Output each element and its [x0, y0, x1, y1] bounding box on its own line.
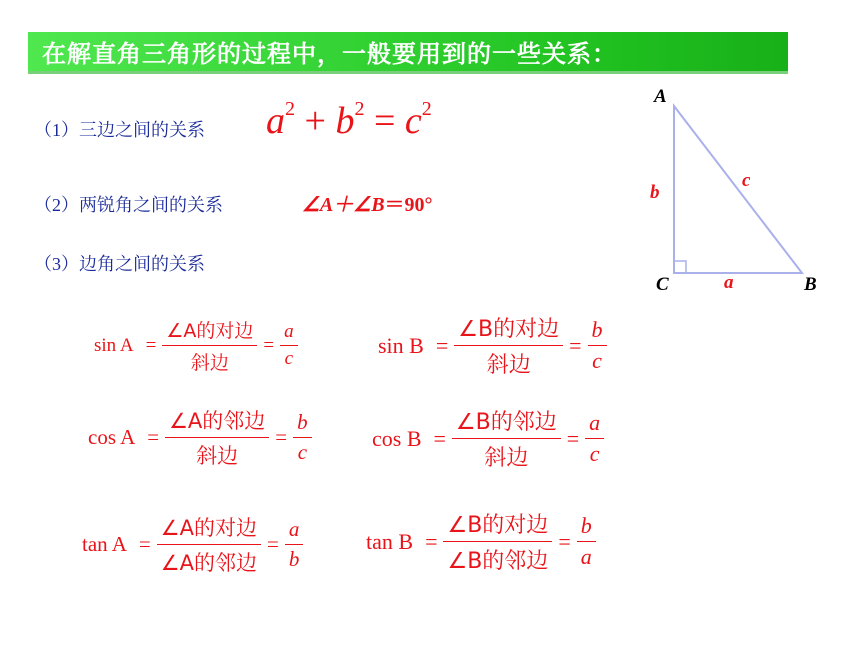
numerator: b — [591, 317, 603, 342]
numerator: ∠B的邻边 — [455, 410, 557, 435]
item-label: 三边之间的关系 — [79, 120, 205, 141]
plus-sign: + — [304, 100, 326, 142]
vertex-b-label: B — [804, 274, 817, 295]
fraction-words — [157, 512, 261, 577]
numerator: b — [297, 410, 308, 434]
var-a: a — [266, 100, 285, 142]
item-two-angles — [34, 191, 223, 217]
formula-lhs: cos B — [372, 425, 422, 451]
denominator: 斜边 — [196, 444, 239, 468]
equals-sign: = — [558, 528, 571, 554]
denominator: 斜边 — [484, 446, 529, 471]
denominator: ∠B的邻边 — [447, 549, 549, 574]
fraction-words — [165, 405, 269, 470]
denominator: c — [297, 440, 308, 464]
vertex-c-label: C — [656, 274, 669, 295]
equals-sign: = — [266, 532, 279, 556]
side-b-label: b — [650, 182, 660, 203]
item-side-angle — [34, 250, 205, 276]
fraction-words — [452, 405, 561, 472]
denominator: c — [592, 348, 602, 373]
fraction-words — [162, 316, 257, 375]
fraction-letters — [285, 517, 304, 572]
item-label: 边角之间的关系 — [79, 254, 205, 275]
item-number: （2） — [34, 195, 79, 215]
right-triangle-diagram — [640, 84, 840, 299]
side-a-label: a — [724, 272, 734, 293]
right-angle-mark — [674, 261, 686, 273]
equals-sign: = — [569, 332, 582, 358]
fraction-words — [443, 508, 552, 575]
numerator: b — [580, 513, 592, 538]
fraction-letters — [585, 410, 604, 467]
formula-tan-b: tan B = $\frac{\text{∠B的对边}}{\text{∠B的邻边}}$ = $\frac{b}{a}$ — [366, 508, 596, 575]
denominator: 斜边 — [190, 352, 229, 374]
formula-cos-a: cos A = $\frac{\text{∠A的邻边}}{\text{斜边}}$ = $\frac{b}{c}$ — [88, 405, 312, 470]
banner-title: 在解直角三角形的过程中，一般要用到的一些关系： — [42, 40, 617, 68]
triangle-figure — [640, 84, 840, 299]
equals-sign: = — [263, 334, 275, 356]
formula-sin-b: sin B = $\frac{\text{∠B的对边}}{\text{斜边}}$ = $\frac{b}{c}$ — [378, 312, 607, 379]
equals-sign: = — [373, 100, 396, 142]
triangle-shape — [674, 106, 802, 273]
denominator: c — [589, 441, 600, 466]
numerator: ∠A的对边 — [166, 320, 254, 342]
formula-lhs: tan A — [82, 532, 127, 556]
exponent: 2 — [285, 98, 295, 120]
equals-sign: = — [566, 425, 580, 451]
fraction-letters — [280, 321, 298, 370]
angle-sum-lhs: ∠A＋∠B — [302, 194, 385, 216]
denominator: b — [288, 547, 300, 571]
denominator: a — [580, 544, 592, 569]
vertex-a-label: A — [654, 86, 667, 107]
item-three-sides — [34, 116, 205, 142]
formula-tan-a: tan A = $\frac{\text{∠A的对边}}{\text{∠A的邻边}}$ = $\frac{a}{b}$ — [82, 512, 303, 577]
numerator: ∠B的对边 — [458, 317, 560, 342]
formula-lhs: tan B — [366, 528, 414, 554]
formula-cos-b: cos B = $\frac{\text{∠B的邻边}}{\text{斜边}}$ = $\frac{a}{c}$ — [372, 405, 604, 472]
pythagorean-formula — [266, 98, 432, 143]
numerator: ∠B的对边 — [447, 513, 549, 538]
var-b: b — [335, 100, 355, 142]
formula-lhs: cos A — [88, 425, 136, 449]
equals-sign: = — [275, 425, 288, 449]
item-number: （1） — [34, 120, 79, 140]
exponent: 2 — [354, 98, 365, 120]
numerator: ∠A的邻边 — [169, 409, 266, 433]
denominator: ∠A的邻边 — [160, 551, 257, 575]
var-c: c — [404, 100, 422, 142]
exponent: 2 — [421, 98, 432, 120]
title-banner — [28, 32, 788, 74]
numerator: a — [288, 517, 300, 541]
angle-sum-formula — [302, 188, 433, 217]
numerator: a — [284, 321, 294, 342]
numerator: a — [589, 410, 601, 435]
fraction-letters — [588, 317, 607, 374]
fraction-letters — [293, 410, 312, 465]
denominator: c — [284, 348, 294, 369]
angle-sum-rhs: ＝90° — [384, 194, 433, 216]
side-c-label: c — [742, 170, 751, 191]
formula-lhs: sin B — [378, 332, 424, 358]
numerator: ∠A的对边 — [160, 516, 257, 540]
item-label: 两锐角之间的关系 — [79, 195, 223, 216]
formula-sin-a: sin A = $\frac{\text{∠A的对边}}{\text{斜边}}$ = $\frac{a}{c}$ — [94, 316, 298, 375]
fraction-words — [454, 312, 563, 379]
item-number: （3） — [34, 254, 79, 274]
denominator: 斜边 — [486, 353, 531, 378]
fraction-letters — [577, 513, 596, 570]
formula-lhs: sin A — [94, 334, 134, 356]
